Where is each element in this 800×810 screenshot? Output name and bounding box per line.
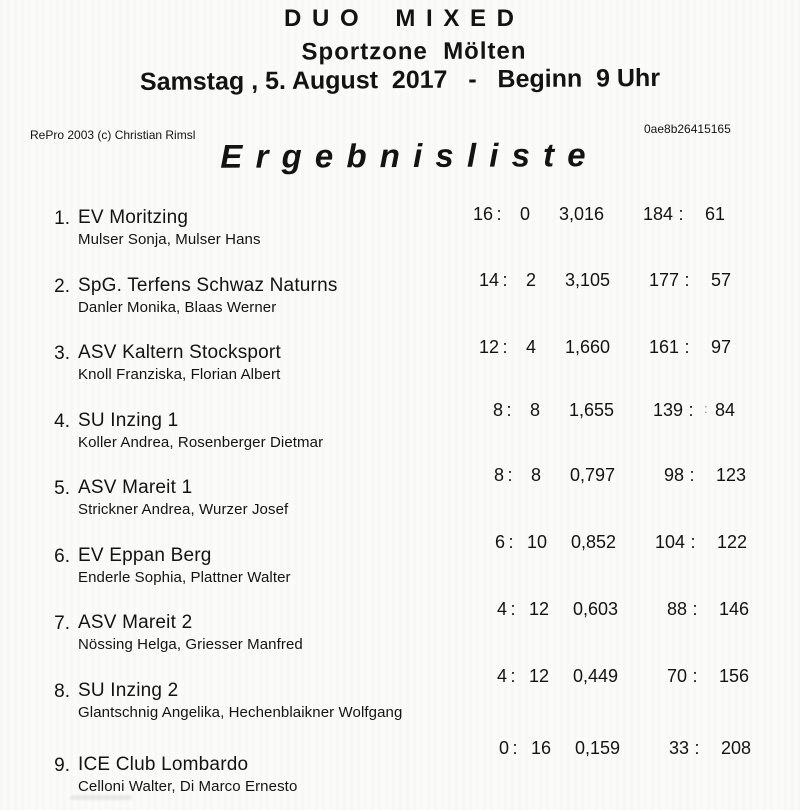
stones-lost: 208 xyxy=(721,738,752,758)
stones-lost: 146 xyxy=(719,599,750,619)
points-lost: 12 xyxy=(528,665,550,686)
stones-lost: 156 xyxy=(719,665,750,686)
quota: 0,449 xyxy=(573,665,619,686)
score-colon: : xyxy=(507,465,513,485)
score-colon: : xyxy=(506,399,512,420)
score-colon: : xyxy=(692,599,698,619)
repro-credit: RePro 2003 (c) Christian Rimsl xyxy=(30,128,196,142)
rank-number: 6. xyxy=(54,545,70,567)
result-row xyxy=(0,738,800,810)
team-name: SU Inzing 1 xyxy=(78,409,179,431)
player-names: Strickner Andrea, Wurzer Josef xyxy=(78,501,289,518)
quota: 1,660 xyxy=(565,337,611,357)
quota: 0,852 xyxy=(571,531,617,552)
points-won: 14 xyxy=(478,269,499,290)
stones-won: 104 xyxy=(654,531,685,552)
score-colon: : xyxy=(512,738,518,758)
score-colon: : xyxy=(690,531,696,552)
team-name: ASV Mareit 2 xyxy=(78,612,193,633)
team-name: SpG. Terfens Schwaz Naturns xyxy=(78,274,338,296)
quota: 0,159 xyxy=(575,738,621,758)
score-block xyxy=(471,736,771,760)
quota: 0,603 xyxy=(573,599,619,619)
scan-speck: : xyxy=(704,401,708,416)
scan-smudge xyxy=(70,795,132,800)
score-colon: : xyxy=(510,599,516,619)
player-names: Danler Monika, Blaas Werner xyxy=(78,298,277,316)
points-won: 8 xyxy=(492,399,503,420)
team-name: ASV Kaltern Stocksport xyxy=(78,342,281,363)
rank-number: 9. xyxy=(54,755,70,776)
points-lost: 12 xyxy=(528,599,550,619)
quota: 0,797 xyxy=(570,465,616,485)
stones-won: 139 xyxy=(652,399,683,420)
player-names: Enderle Sophia, Plattner Walter xyxy=(78,568,291,586)
score-block xyxy=(461,268,761,292)
points-won: 4 xyxy=(496,599,507,619)
score-colon: : xyxy=(502,269,508,290)
score-colon: : xyxy=(684,269,690,290)
stones-lost: 122 xyxy=(717,531,748,552)
team-name: ICE Club Lombardo xyxy=(78,754,249,775)
score-block xyxy=(469,597,769,621)
score-colon: : xyxy=(678,204,684,224)
points-won: 16 xyxy=(472,204,493,224)
score-colon: : xyxy=(510,665,516,686)
rank-number: 2. xyxy=(54,275,70,297)
score-block xyxy=(461,335,761,359)
score-colon: : xyxy=(688,399,694,420)
stones-won: 177 xyxy=(648,269,679,290)
points-lost: 0 xyxy=(519,204,530,224)
rank-number: 3. xyxy=(54,343,70,364)
score-block xyxy=(469,664,769,688)
rank-number: 7. xyxy=(54,613,70,634)
points-won: 0 xyxy=(498,738,509,758)
rank-number: 5. xyxy=(54,478,70,499)
stones-lost: 61 xyxy=(705,204,726,224)
score-colon: : xyxy=(694,738,700,758)
quota: 3,016 xyxy=(559,204,605,224)
player-names: Glantschnig Angelika, Hechenblaikner Wolfgang xyxy=(78,703,403,721)
team-name: ASV Mareit 1 xyxy=(78,477,193,498)
score-block xyxy=(465,398,765,422)
points-lost: 2 xyxy=(525,269,536,290)
score-block xyxy=(466,463,766,487)
stones-lost: 123 xyxy=(716,465,747,485)
list-title: E r g e b n i s l i s t e xyxy=(220,136,588,175)
rank-number: 4. xyxy=(54,410,70,432)
date-line: Samstag , 5. August 2017 - Beginn 9 Uhr xyxy=(139,63,661,97)
stones-won: 161 xyxy=(648,337,679,357)
result-row xyxy=(0,269,800,342)
stones-won: 98 xyxy=(663,465,684,485)
venue-line: Sportzone Mölten xyxy=(301,37,527,66)
score-colon: : xyxy=(508,531,514,552)
stones-lost: 84 xyxy=(715,399,736,420)
stones-won: 184 xyxy=(642,204,673,224)
team-name: EV Moritzing xyxy=(78,207,189,228)
points-lost: 8 xyxy=(530,465,541,485)
player-names: Nössing Helga, Griesser Manfred xyxy=(78,636,303,653)
quota: 3,105 xyxy=(565,269,611,290)
stones-won: 88 xyxy=(666,599,687,619)
points-lost: 10 xyxy=(526,531,548,552)
score-block xyxy=(455,202,755,226)
stones-lost: 97 xyxy=(711,337,732,357)
team-name: SU Inzing 2 xyxy=(78,679,179,701)
points-lost: 16 xyxy=(530,738,552,758)
player-names: Knoll Franziska, Florian Albert xyxy=(78,366,281,383)
score-block xyxy=(467,530,767,554)
points-won: 4 xyxy=(496,665,507,686)
score-colon: : xyxy=(692,665,698,686)
stones-lost: 57 xyxy=(711,269,732,290)
stones-won: 70 xyxy=(666,665,687,686)
points-won: 6 xyxy=(494,531,505,552)
results-list xyxy=(0,206,800,810)
score-colon: : xyxy=(496,204,502,224)
points-lost: 4 xyxy=(525,337,536,357)
team-name: EV Eppan Berg xyxy=(78,544,212,566)
score-colon: : xyxy=(684,337,690,357)
rank-number: 8. xyxy=(54,680,70,702)
points-won: 12 xyxy=(478,337,499,357)
player-names: Mulser Sonja, Mulser Hans xyxy=(78,231,261,248)
result-row xyxy=(0,206,800,274)
quota: 1,655 xyxy=(569,399,615,420)
scan-code: 0ae8b26415165 xyxy=(644,122,731,136)
player-names: Koller Andrea, Rosenberger Dietmar xyxy=(78,433,324,451)
stones-won: 33 xyxy=(668,738,689,758)
score-colon: : xyxy=(689,465,695,485)
score-colon: : xyxy=(502,337,508,357)
points-lost: 8 xyxy=(529,399,540,420)
rank-number: 1. xyxy=(54,208,70,229)
player-names: Celloni Walter, Di Marco Ernesto xyxy=(78,778,298,795)
event-title: D U O M I X E D xyxy=(283,5,517,32)
points-won: 8 xyxy=(493,465,504,485)
